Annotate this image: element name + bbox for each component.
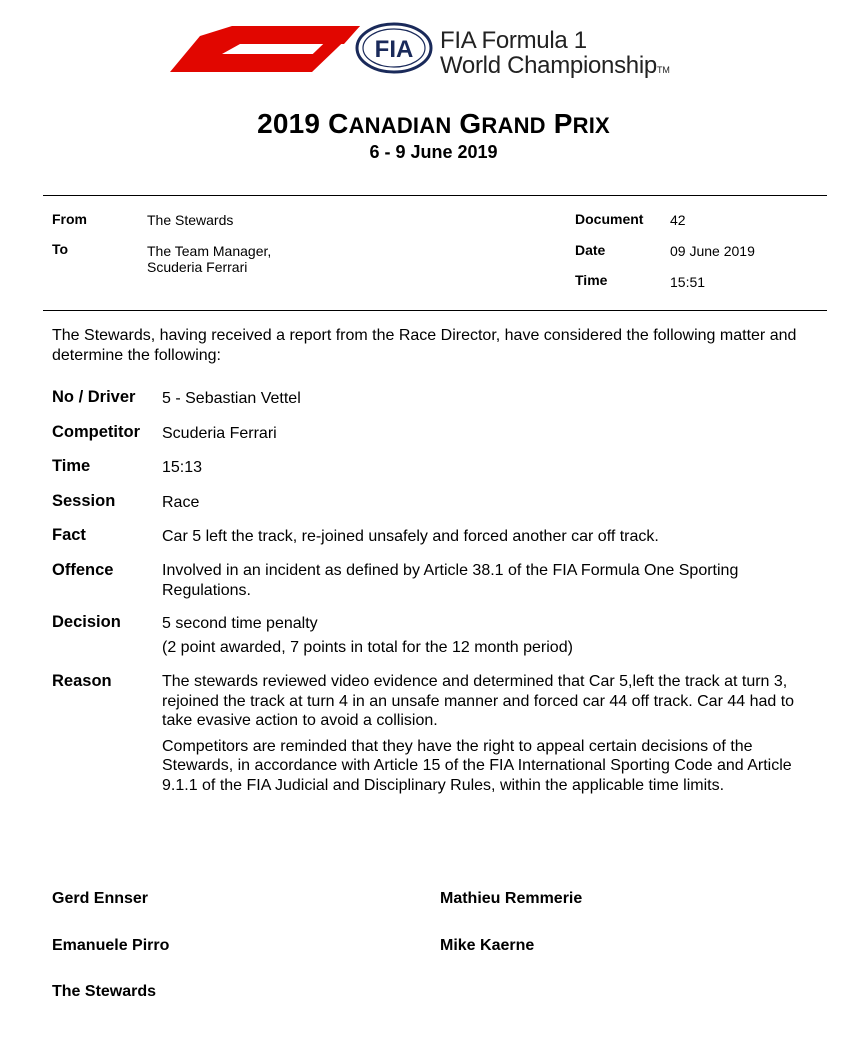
decision-points: (2 point awarded, 7 points in total for the 12 month period) (162, 638, 573, 656)
steward-signature-4: Mike Kaerne (440, 937, 535, 954)
time-value: 15:51 (670, 274, 706, 290)
fia-logo-text: FIA (374, 36, 414, 63)
fact-value: Car 5 left the track, re-joined unsafely and forced another car off track. (162, 528, 659, 545)
top-divider (43, 195, 827, 196)
title-rand: RAND (481, 113, 546, 138)
reason-value (162, 672, 827, 795)
stewards-group-signature: The Stewards (52, 983, 157, 1000)
fact-label: Fact (52, 526, 86, 544)
driver-value: 5 - Sebastian Vettel (162, 390, 301, 407)
championship-line2: World Championship (440, 52, 657, 79)
date-label: Date (575, 242, 606, 258)
championship-line2-wrap (440, 53, 670, 83)
from-label: From (52, 211, 87, 227)
steward-signature-2: Mathieu Remmerie (440, 890, 583, 907)
offence-value: Involved in an incident as defined by Article 38.1 of the FIA Formula One Sporting Regulations. (162, 562, 739, 599)
decision-label: Decision (52, 613, 121, 631)
reason-label: Reason (52, 672, 112, 690)
championship-wordmark (440, 28, 670, 83)
title-rix: RIX (572, 113, 610, 138)
incident-time-value: 15:13 (162, 459, 203, 476)
to-value-line1: The Team Manager, (147, 243, 272, 259)
reason-paragraph-1: The stewards reviewed video evidence and determined that Car 5,left the track at turn 3, rejoined the track at turn 4 in an unsafe manner and forced car 44 off track. Car 44 had to take evasive action to avoid a collision. (162, 673, 795, 729)
intro-paragraph: The Stewards, having received a report from the Race Director, have considered the following matter and determine the following: (52, 327, 797, 364)
competitor-value: Scuderia Ferrari (162, 425, 277, 442)
incident-time-label: Time (52, 457, 91, 475)
decision-value (162, 614, 827, 657)
title-year: 2019 (257, 108, 321, 139)
date-value: 09 June 2019 (670, 243, 755, 259)
document-label: Document (575, 211, 644, 227)
f1-logo (170, 24, 360, 74)
competitor-label: Competitor (52, 423, 140, 441)
title-c: C (328, 108, 349, 139)
from-value: The Stewards (147, 212, 234, 228)
to-value (147, 243, 271, 275)
steward-signature-1: Gerd Ennser (52, 890, 149, 907)
page-title (0, 108, 867, 140)
session-value: Race (162, 494, 200, 511)
title-p: P (553, 108, 573, 139)
session-label: Session (52, 492, 116, 510)
offence-label: Offence (52, 561, 114, 579)
to-label: To (52, 241, 69, 257)
time-label: Time (575, 272, 608, 288)
trademark: TM (656, 65, 670, 75)
reason-paragraph-2: Competitors are reminded that they have the right to appeal certain decisions of the Stewards, in accordance with Article 15 of the FIA International Sporting Code and Article 9.1.1 of the FIA Judicial and Disciplinary Rules, within the applicable time limits. (162, 737, 792, 794)
to-value-line2: Scuderia Ferrari (147, 259, 248, 275)
fia-logo (355, 22, 433, 74)
decision-penalty: 5 second time penalty (162, 615, 318, 632)
steward-signature-3: Emanuele Pirro (52, 937, 170, 954)
title-g: G (459, 108, 482, 139)
document-value: 42 (670, 212, 686, 228)
event-dates: 6 - 9 June 2019 (369, 142, 498, 162)
driver-label: No / Driver (52, 388, 136, 406)
title-anadian: ANADIAN (348, 113, 452, 138)
championship-line1: FIA Formula 1 (440, 27, 587, 54)
header-divider (43, 310, 827, 311)
